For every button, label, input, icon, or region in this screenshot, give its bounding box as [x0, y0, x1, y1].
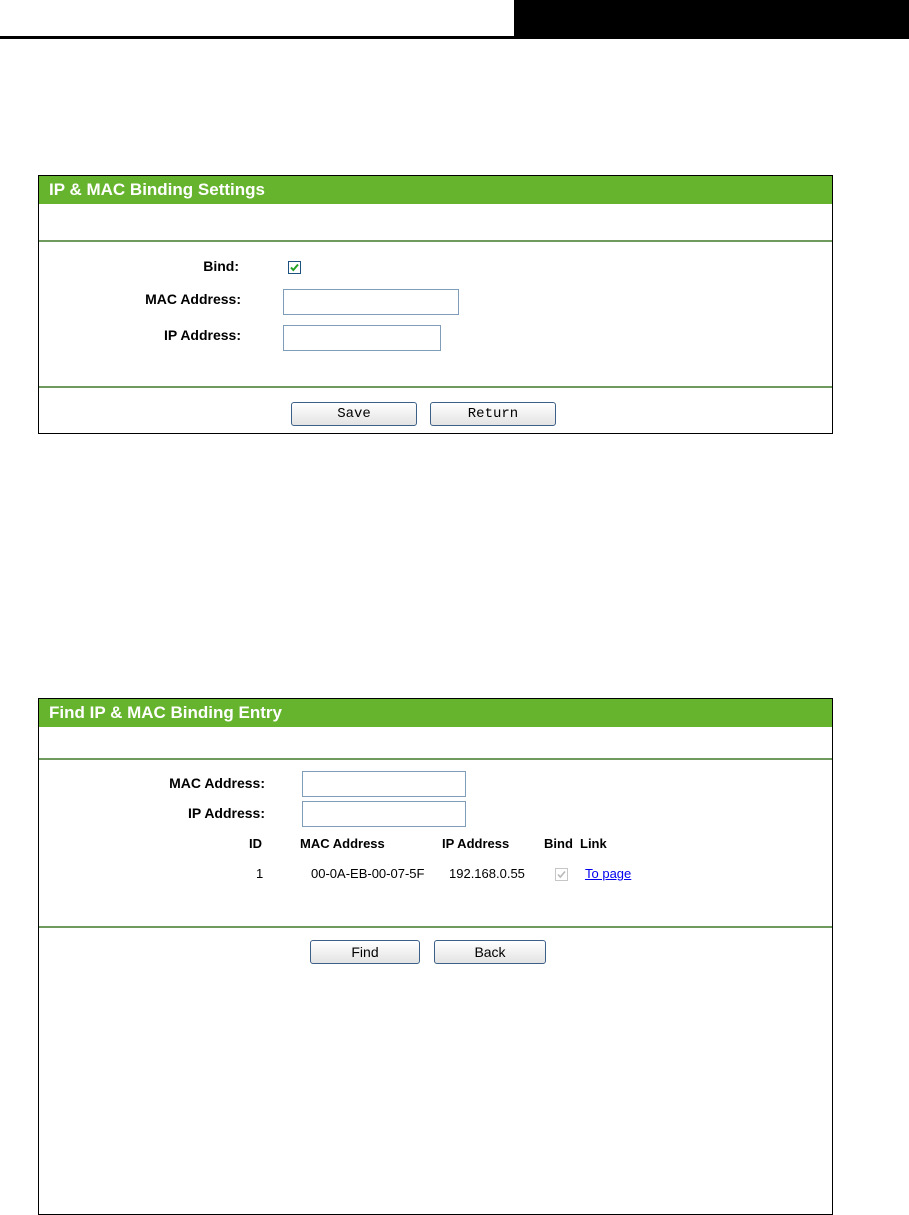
panel-title: Find IP & MAC Binding Entry — [39, 699, 832, 727]
panel-title: IP & MAC Binding Settings — [39, 176, 832, 204]
row-mac: 00-0A-EB-00-07-5F — [311, 866, 425, 881]
document-header-bar — [514, 0, 909, 37]
ip-address-label: IP Address: — [163, 327, 241, 343]
column-header-ip: IP Address — [442, 836, 510, 851]
document-header-rule — [0, 36, 909, 39]
find-binding-panel — [38, 698, 833, 1215]
back-button[interactable]: Back — [434, 940, 546, 964]
ip-address-label: IP Address: — [187, 805, 265, 821]
column-header-id: ID — [249, 836, 262, 851]
mac-address-label: MAC Address: — [145, 291, 241, 307]
save-button[interactable]: Save — [291, 402, 417, 426]
mac-address-input[interactable] — [302, 771, 466, 797]
bind-checkbox[interactable] — [288, 261, 301, 274]
mac-address-label: MAC Address: — [169, 775, 265, 791]
row-bind-checkbox — [555, 868, 568, 881]
column-header-mac: MAC Address — [300, 836, 385, 851]
to-page-link[interactable]: To page — [585, 866, 632, 881]
row-ip: 192.168.0.55 — [449, 866, 525, 881]
column-header-link: Link — [580, 836, 607, 851]
divider — [39, 386, 832, 388]
column-header-bind: Bind — [544, 836, 573, 851]
bind-label: Bind: — [203, 258, 239, 274]
check-icon — [289, 262, 300, 273]
divider — [39, 926, 832, 928]
return-button[interactable]: Return — [430, 402, 556, 426]
ip-address-input[interactable] — [302, 801, 466, 827]
row-id: 1 — [256, 866, 264, 881]
check-icon — [556, 869, 567, 880]
divider — [39, 240, 832, 242]
ip-address-input[interactable] — [283, 325, 441, 351]
binding-settings-panel — [38, 175, 833, 434]
mac-address-input[interactable] — [283, 289, 459, 315]
divider — [39, 758, 832, 760]
find-button[interactable]: Find — [310, 940, 420, 964]
